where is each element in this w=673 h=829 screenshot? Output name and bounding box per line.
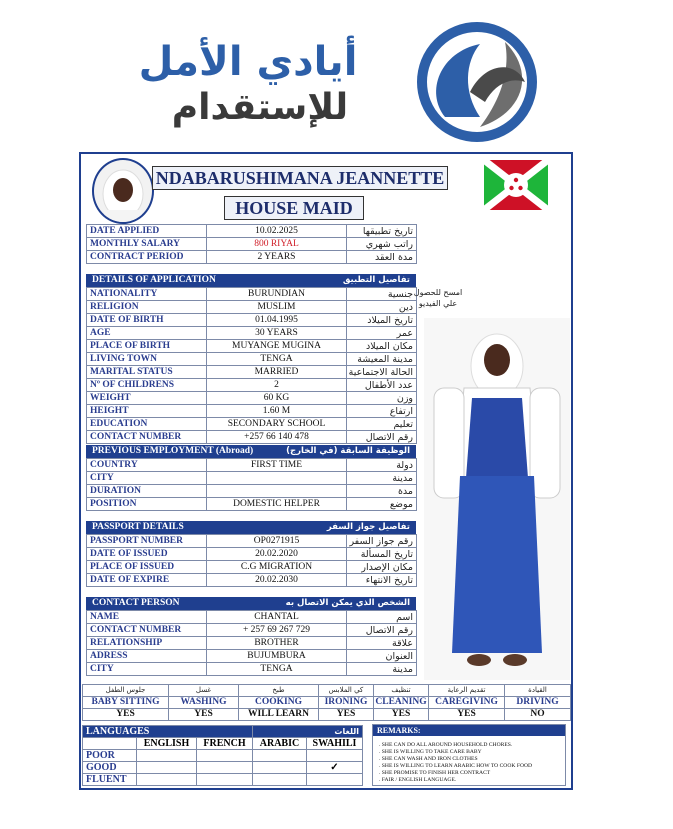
row-value: 800 RIYAL (207, 238, 347, 251)
row-label: MONTHLY SALARY (87, 238, 207, 251)
table-row (87, 472, 417, 485)
hands-logo-icon (385, 22, 550, 142)
row-label: DURATION (87, 485, 207, 498)
row-value: 2 (207, 379, 347, 392)
table-row (87, 418, 417, 431)
skills-table (82, 684, 571, 721)
languages-title: LANGUAGES (83, 726, 253, 738)
skill-label: IRONING (319, 697, 374, 709)
contact-title-arabic: الشخص الذي يمكن الاتصال به (285, 598, 410, 608)
row-label-arabic: تعليم (347, 418, 417, 431)
table-row (87, 548, 417, 561)
row-label-arabic: مدينة (347, 472, 417, 485)
row-label: CONTRACT PERIOD (87, 251, 207, 264)
details-title-arabic: تفاصيل التطبيق (342, 275, 410, 285)
skill-label: WASHING (169, 697, 239, 709)
row-label: PASSPORT NUMBER (87, 535, 207, 548)
row-label-arabic: عدد الأطفال (347, 379, 417, 392)
row-label-arabic: تاريخ المسألة (347, 548, 417, 561)
skill-value: YES (83, 709, 169, 721)
skill-label: BABY SITTING (83, 697, 169, 709)
row-value: 60 KG (207, 392, 347, 405)
contact-person-header (86, 597, 416, 610)
row-label-arabic: جنسية (347, 288, 417, 301)
language-cell (253, 774, 307, 786)
skill-value: YES (429, 709, 505, 721)
passport-title: PASSPORT DETAILS (92, 522, 184, 532)
row-value: C.G MIGRATION (207, 561, 347, 574)
application-summary-table (86, 224, 417, 264)
row-value (207, 472, 347, 485)
contact-person-table (86, 610, 417, 676)
row-label: Nº OF CHILDRENS (87, 379, 207, 392)
row-label-arabic: تاريخ الميلاد (347, 314, 417, 327)
remark-line: . FAIR / ENGLISH LANGUAGE. (379, 777, 457, 783)
skill-value: NO (505, 709, 571, 721)
row-value: TENGA (207, 663, 347, 676)
row-value: BURUNDIAN (207, 288, 347, 301)
row-value: 01.04.1995 (207, 314, 347, 327)
language-column: FRENCH (197, 738, 253, 750)
skill-label-arabic: تقديم الرعاية (429, 685, 505, 697)
row-label-arabic: موضع (347, 498, 417, 511)
row-label-arabic: تاريخ تطبيقها (347, 225, 417, 238)
row-label: DATE OF BIRTH (87, 314, 207, 327)
remarks-box (372, 724, 566, 786)
row-value: FIRST TIME (207, 459, 347, 472)
row-value: 30 YEARS (207, 327, 347, 340)
remark-line: . SHE IS WILLING TO LEARN ARABIC HOW TO COOK FOOD (379, 763, 533, 769)
previous-employment-header (86, 445, 416, 458)
row-value: TENGA (207, 353, 347, 366)
table-row (87, 574, 417, 587)
skill-label: DRIVING (505, 697, 571, 709)
row-label-arabic: رقم جواز السفر (347, 535, 417, 548)
full-body-photo (424, 318, 570, 680)
skill-value: YES (169, 709, 239, 721)
row-value: 2 YEARS (207, 251, 347, 264)
row-value: 20.02.2030 (207, 574, 347, 587)
row-label-arabic: مدينة المعيشة (347, 353, 417, 366)
skill-label-arabic: القيادة (505, 685, 571, 697)
languages-corner (83, 738, 137, 750)
table-row (87, 353, 417, 366)
details-title: DETAILS OF APPLICATION (92, 275, 216, 285)
remark-line: . SHE IS WILLING TO TAKE CARE BABY (379, 749, 482, 755)
row-value: +257 66 140 478 (207, 431, 347, 444)
table-row (87, 611, 417, 624)
row-label-arabic: دين (347, 301, 417, 314)
row-label-arabic: رقم الاتصال (347, 624, 417, 637)
skill-label: COOKING (239, 697, 319, 709)
table-row (87, 663, 417, 676)
row-label: RELATIONSHIP (87, 637, 207, 650)
languages-table (82, 725, 363, 786)
row-label: DATE APPLIED (87, 225, 207, 238)
row-label: AGE (87, 327, 207, 340)
language-level-row (83, 762, 363, 774)
row-value: 10.02.2025 (207, 225, 347, 238)
remark-line: . SHE CAN DO ALL AROUND HOUSEHOLD CHORES. (379, 742, 513, 748)
languages-title-arabic: اللغات (253, 726, 363, 738)
row-value: + 257 69 267 729 (207, 624, 347, 637)
row-value: CHANTAL (207, 611, 347, 624)
table-row (87, 251, 417, 264)
row-label: CITY (87, 663, 207, 676)
row-label: DATE OF ISSUED (87, 548, 207, 561)
row-label-arabic: العنوان (347, 650, 417, 663)
row-value: DOMESTIC HELPER (207, 498, 347, 511)
table-row (87, 366, 417, 379)
table-row (87, 498, 417, 511)
row-label-arabic: مدة (347, 485, 417, 498)
row-label-arabic: مدة العقد (347, 251, 417, 264)
row-label-arabic: عمر (347, 327, 417, 340)
logo-arabic-line1: أيادي الأمل (138, 39, 358, 85)
previous-title-arabic: الوظيفة السابقة (في الخارج) (286, 446, 410, 456)
row-label: CONTACT NUMBER (87, 431, 207, 444)
row-label-arabic: تاريخ الانتهاء (347, 574, 417, 587)
table-row (87, 225, 417, 238)
row-value: 20.02.2020 (207, 548, 347, 561)
language-cell (253, 762, 307, 774)
table-row (87, 301, 417, 314)
row-label-arabic: ارتفاع (347, 405, 417, 418)
contact-title: CONTACT PERSON (92, 598, 180, 608)
row-label: CITY (87, 472, 207, 485)
row-label: COUNTRY (87, 459, 207, 472)
row-label: EDUCATION (87, 418, 207, 431)
skill-label-arabic: تنظيف (374, 685, 429, 697)
row-label-arabic: مكان الميلاد (347, 340, 417, 353)
remarks-title: REMARKS: (373, 725, 565, 736)
skill-label: CAREGIVING (429, 697, 505, 709)
row-label-arabic: مكان الإصدار (347, 561, 417, 574)
table-row (87, 340, 417, 353)
row-label: PLACE OF ISSUED (87, 561, 207, 574)
applicant-position: HOUSE MAID (224, 196, 364, 220)
language-cell (197, 774, 253, 786)
burundi-flag-icon (484, 160, 548, 210)
language-cell (197, 750, 253, 762)
check-icon: ✓ (307, 762, 363, 774)
row-label: MARITAL STATUS (87, 366, 207, 379)
row-value: OP0271915 (207, 535, 347, 548)
skill-label-arabic: طبخ (239, 685, 319, 697)
table-row (87, 624, 417, 637)
previous-employment-table (86, 458, 417, 511)
row-label: POSITION (87, 498, 207, 511)
language-column: ENGLISH (137, 738, 197, 750)
details-table (86, 287, 417, 444)
row-label: CONTACT NUMBER (87, 624, 207, 637)
row-label: WEIGHT (87, 392, 207, 405)
details-section-header (86, 274, 416, 287)
language-cell (307, 774, 363, 786)
skill-label-arabic: جلوس الطفل (83, 685, 169, 697)
logo-arabic-line2: للإستقدام (171, 87, 349, 128)
row-label-arabic: الحالة الاجتماعية (347, 366, 417, 379)
skill-value: YES (374, 709, 429, 721)
row-label-arabic: رقم الاتصال (347, 431, 417, 444)
table-row (87, 392, 417, 405)
table-row (87, 379, 417, 392)
table-row (87, 561, 417, 574)
row-value: SECONDARY SCHOOL (207, 418, 347, 431)
language-cell (137, 750, 197, 762)
row-label: ADRESS (87, 650, 207, 663)
applicant-name: NDABARUSHIMANA JEANNETTE (152, 166, 448, 190)
table-row (87, 637, 417, 650)
row-value: 1.60 M (207, 405, 347, 418)
passport-table (86, 534, 417, 587)
languages-header-row (83, 726, 363, 738)
table-row (87, 535, 417, 548)
row-label-arabic: مدينة (347, 663, 417, 676)
language-column: ARABIC (253, 738, 307, 750)
language-level-row (83, 774, 363, 786)
skill-label-arabic: كي الملابس (319, 685, 374, 697)
row-label-arabic: راتب شهري (347, 238, 417, 251)
row-label: RELIGION (87, 301, 207, 314)
table-row (87, 431, 417, 444)
skill-label: CLEANING (375, 697, 427, 707)
passport-header (86, 521, 416, 534)
language-level: GOOD (83, 762, 137, 774)
row-label: PLACE OF BIRTH (87, 340, 207, 353)
scan-video-note: امسح للحصول علي الفيديو (413, 288, 463, 308)
language-level-row (83, 750, 363, 762)
language-level: POOR (83, 750, 137, 762)
language-cell (307, 750, 363, 762)
table-row (87, 405, 417, 418)
row-label: HEIGHT (87, 405, 207, 418)
table-row (87, 314, 417, 327)
table-row (87, 288, 417, 301)
row-value: MARRIED (207, 366, 347, 379)
row-label: NATIONALITY (87, 288, 207, 301)
language-cell (137, 774, 197, 786)
table-row (87, 459, 417, 472)
skill-value: WILL LEARN (239, 709, 319, 721)
row-value: MUSLIM (207, 301, 347, 314)
row-label-arabic: وزن (347, 392, 417, 405)
passport-title-arabic: تفاصيل جواز السفر (326, 522, 410, 532)
row-label: DATE OF EXPIRE (87, 574, 207, 587)
row-label-arabic: اسم (347, 611, 417, 624)
language-column: SWAHILI (307, 738, 363, 750)
row-value: BROTHER (207, 637, 347, 650)
table-row (87, 485, 417, 498)
skill-label-arabic: غسل (169, 685, 239, 697)
languages-columns-row (83, 738, 363, 750)
language-cell (197, 762, 253, 774)
remark-line: . SHE CAN WASH AND IRON CLOTHES (379, 756, 478, 762)
row-value: MUYANGE MUGINA (207, 340, 347, 353)
table-row (87, 238, 417, 251)
table-row (87, 327, 417, 340)
row-label-arabic: دولة (347, 459, 417, 472)
row-value: BUJUMBURA (207, 650, 347, 663)
language-level: FLUENT (83, 774, 137, 786)
row-label: LIVING TOWN (87, 353, 207, 366)
row-label: NAME (87, 611, 207, 624)
language-cell (253, 750, 307, 762)
language-cell (137, 762, 197, 774)
table-row (87, 650, 417, 663)
row-value (207, 485, 347, 498)
previous-title: PREVIOUS EMPLOYMENT (Abroad) (92, 446, 254, 456)
skill-value: YES (319, 709, 374, 721)
remark-line: . SHE PROMISE TO FINISH HER CONTRACT (379, 770, 491, 776)
portrait-photo (92, 158, 154, 224)
row-label-arabic: علاقة (347, 637, 417, 650)
